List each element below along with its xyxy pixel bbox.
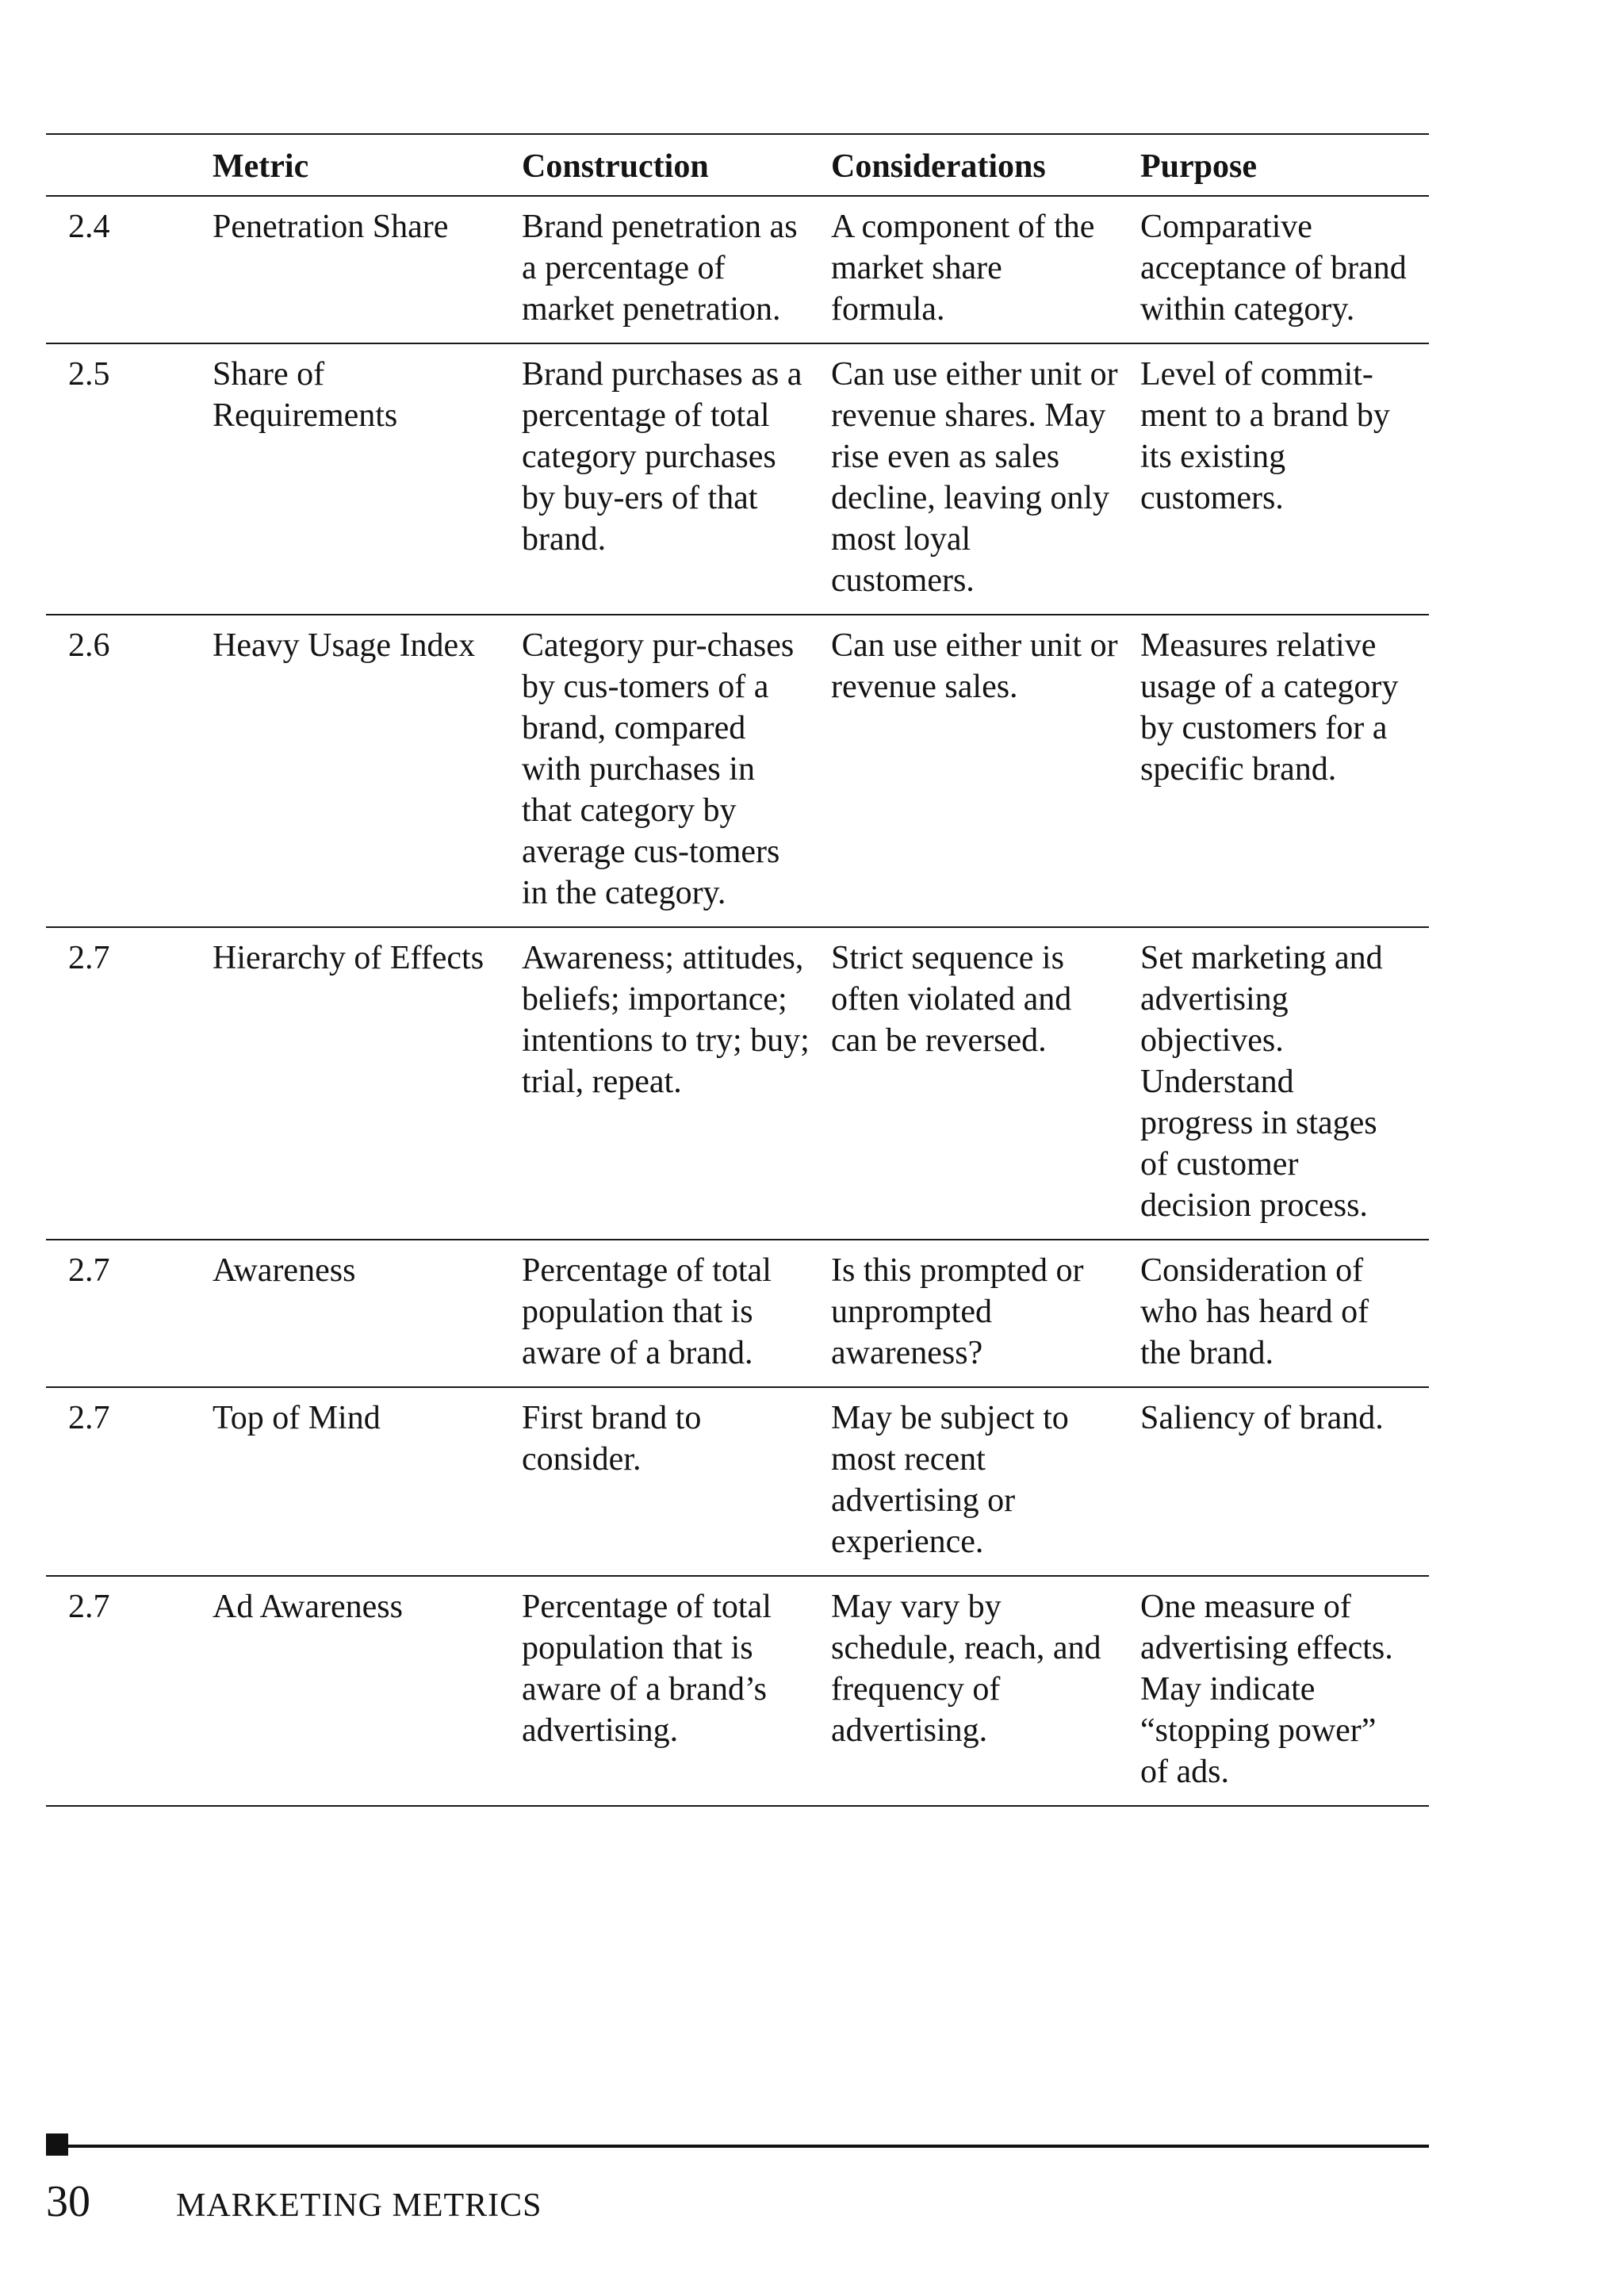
cell-number: 2.7 xyxy=(68,1400,110,1436)
cell-construction: Category pur-chases by cus-tomers of a brand, compared with purchases in that category by average cus-tomers in the category. xyxy=(522,627,795,911)
cell-purpose: One measure of advertising effects. May indicate “stopping power” of ads. xyxy=(1140,1589,1393,1790)
table-row xyxy=(46,1240,1429,1387)
metrics-table xyxy=(46,133,1429,1807)
cell-construction: Awareness; attitudes, beliefs; importance; intentions to try; buy; trial, repeat. xyxy=(522,940,810,1100)
cell-purpose: Measures relative usage of a category by customers for a specific brand. xyxy=(1140,627,1399,788)
cell-metric: Penetration Share xyxy=(213,209,449,245)
table-row xyxy=(46,343,1429,615)
header-considerations: Considerations xyxy=(831,148,1046,185)
table-body xyxy=(46,196,1429,1806)
cell-metric: Share of Requirements xyxy=(213,356,398,434)
cell-number: 2.5 xyxy=(68,356,110,393)
cell-construction: Brand purchases as a percentage of total category purchases by buy-ers of that brand. xyxy=(522,356,802,558)
cell-metric: Heavy Usage Index xyxy=(213,627,476,664)
table-row xyxy=(46,1576,1429,1806)
cell-considerations: A component of the market share formula. xyxy=(831,209,1095,328)
cell-number: 2.6 xyxy=(68,627,110,664)
cell-metric: Hierarchy of Effects xyxy=(213,940,485,976)
cell-considerations: Can use either unit or revenue sales. xyxy=(831,627,1118,705)
cell-metric: Ad Awareness xyxy=(213,1589,403,1625)
header-number xyxy=(46,134,213,196)
cell-purpose: Consideration of who has heard of the brand. xyxy=(1140,1252,1369,1371)
cell-purpose: Saliency of brand. xyxy=(1140,1400,1384,1436)
cell-number: 2.7 xyxy=(68,1252,110,1289)
header-metric: Metric xyxy=(213,148,309,185)
table-header-row xyxy=(46,134,1429,196)
table-row xyxy=(46,927,1429,1240)
cell-considerations: May vary by schedule, reach, and frequency of advertising. xyxy=(831,1589,1101,1749)
cell-construction: Brand penetration as a percentage of market penetration. xyxy=(522,209,798,328)
cell-purpose: Set marketing and advertising objectives. Understand progress in stages of customer decision process. xyxy=(1140,940,1383,1224)
cell-considerations: May be subject to most recent advertising or experience. xyxy=(831,1400,1069,1560)
table-row xyxy=(46,1387,1429,1576)
cell-construction: Percentage of total population that is aware of a brand’s advertising. xyxy=(522,1589,772,1749)
cell-considerations: Can use either unit or revenue shares. May rise even as sales decline, leaving only most loyal customers. xyxy=(831,356,1118,599)
running-title: MARKETING METRICS xyxy=(176,2187,542,2224)
cell-number: 2.7 xyxy=(68,940,110,976)
table-row xyxy=(46,196,1429,343)
cell-number: 2.4 xyxy=(68,209,110,245)
page-number: 30 xyxy=(46,2177,90,2226)
cell-purpose: Level of commit-ment to a brand by its existing customers. xyxy=(1140,356,1390,516)
cell-considerations: Is this prompted or unprompted awareness? xyxy=(831,1252,1084,1371)
cell-construction: Percentage of total population that is aware of a brand. xyxy=(522,1252,772,1371)
footer-rule xyxy=(46,2145,1429,2148)
cell-construction: First brand to consider. xyxy=(522,1400,702,1478)
cell-purpose: Comparative acceptance of brand within category. xyxy=(1140,209,1407,328)
header-construction: Construction xyxy=(522,148,709,185)
cell-considerations: Strict sequence is often violated and can be reversed. xyxy=(831,940,1072,1059)
header-purpose: Purpose xyxy=(1140,148,1257,185)
table-row xyxy=(46,615,1429,927)
cell-metric: Top of Mind xyxy=(213,1400,381,1436)
cell-number: 2.7 xyxy=(68,1589,110,1625)
cell-metric: Awareness xyxy=(213,1252,356,1289)
